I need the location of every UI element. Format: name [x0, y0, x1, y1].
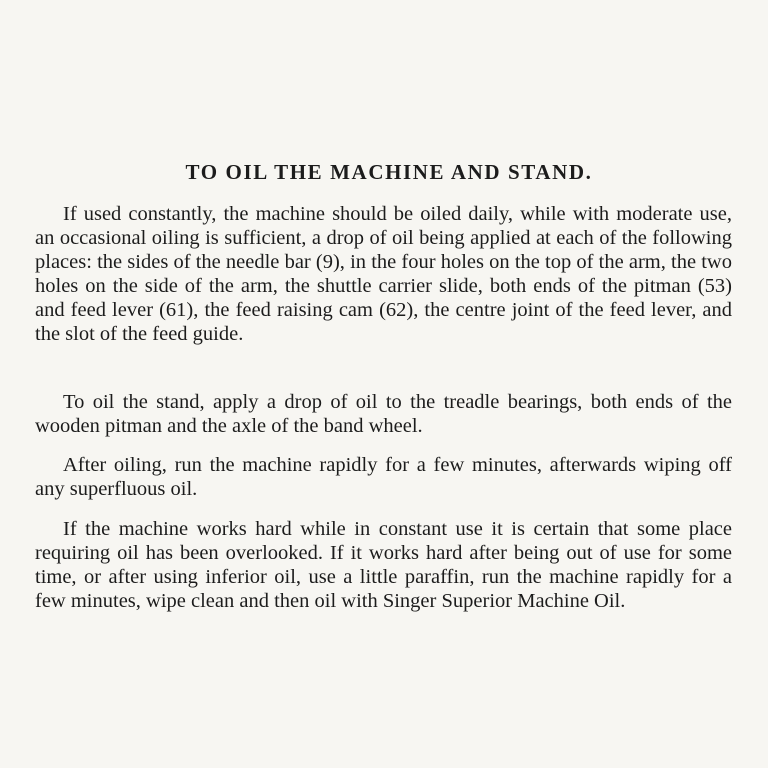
paragraph-machine-works-hard: If the machine works hard while in constant use it is certain that some place requiring oil has been overlooked. If it works hard after being out of use for some time, or after using inferior oil, use a little paraffin, run the machine rapidly for a few minutes, wipe clean and then oil with Singer Superior Machine Oil. — [35, 518, 732, 613]
paragraph-after-oiling: After oiling, run the machine rapidly for a few minutes, afterwards wiping off any superfluous oil. — [35, 454, 732, 501]
paragraph-oiling-machine: If used constantly, the machine should be oiled daily, while with moderate use, an occasional oiling is sufficient, a drop of oil being applied at each of the following places: the sides of the needle bar (9), in the four holes on the top of the arm, the two holes on the side of the arm, the shuttle carrier slide, both ends of the pitman (53) and feed lever (61), the feed raising cam (62), the centre joint of the feed lever, and the slot of the feed guide. — [35, 203, 732, 346]
section-title: TO OIL THE MACHINE AND STAND. — [185, 160, 593, 184]
paragraph-oiling-stand: To oil the stand, apply a drop of oil to the treadle bearings, both ends of the wooden pitman and the axle of the band wheel. — [35, 391, 732, 438]
